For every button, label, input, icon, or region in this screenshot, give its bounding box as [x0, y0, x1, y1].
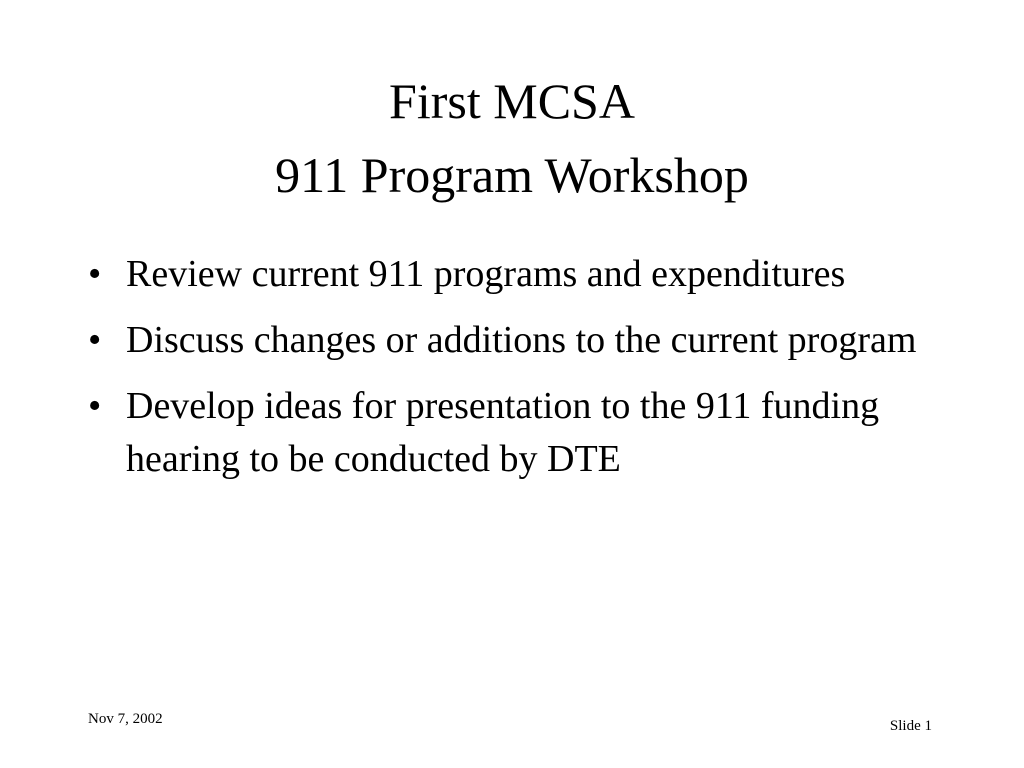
bullet-text: Discuss changes or additions to the current program	[126, 319, 917, 361]
title-line-1: First MCSA	[389, 73, 635, 129]
bullet-icon: •	[88, 253, 102, 295]
bullet-icon: •	[88, 385, 102, 427]
footer-date: Nov 7, 2002	[88, 711, 163, 727]
bullet-text: Review current 911 programs and expenditures	[126, 253, 846, 295]
bullet-text: Develop ideas for presentation to the 911 funding hearing to be conducted by DTE	[126, 385, 880, 480]
bullet-icon: •	[88, 319, 102, 361]
bullet-item	[88, 248, 928, 301]
bullet-item	[88, 314, 928, 367]
bullet-item	[88, 380, 928, 486]
title-line-2: 911 Program Workshop	[275, 147, 749, 203]
slide-title	[0, 64, 1024, 212]
bullet-list	[88, 248, 928, 499]
slide-number: Slide 1	[889, 718, 932, 734]
